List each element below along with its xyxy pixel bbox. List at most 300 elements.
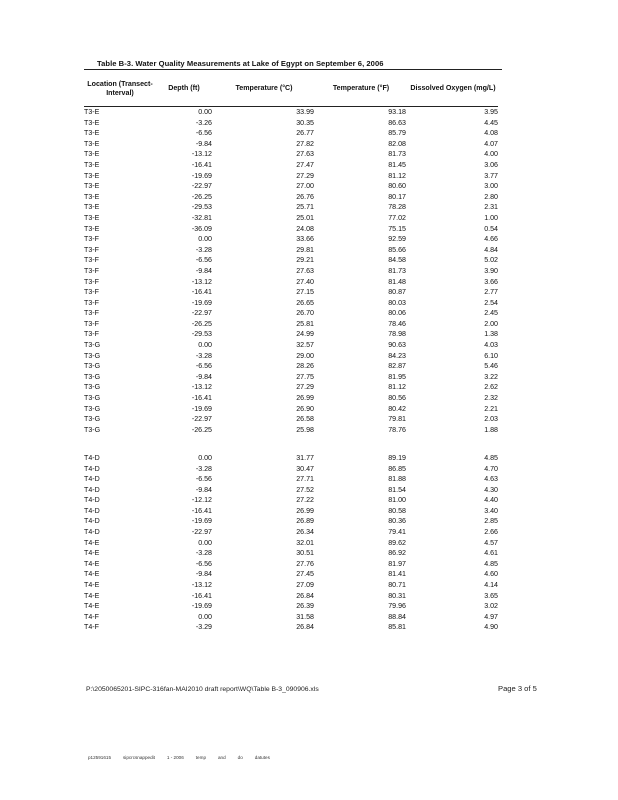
cell-location: T3-G	[84, 362, 101, 371]
table-row	[84, 107, 498, 118]
cell-location: T3-G	[84, 394, 101, 403]
cell-temp-f: 86.85	[388, 464, 406, 473]
table-row	[84, 139, 498, 150]
cell-depth: -16.41	[191, 591, 212, 600]
cell-depth: -3.28	[195, 549, 212, 558]
table-row	[84, 414, 498, 425]
cell-location: T4-D	[84, 528, 100, 537]
table-row	[84, 255, 498, 266]
cell-dissolved-oxygen: 2.77	[484, 288, 498, 297]
cell-temp-c: 26.99	[296, 506, 314, 515]
cell-location: T3-E	[84, 171, 100, 180]
cell-temp-f: 85.79	[388, 129, 406, 138]
cell-temp-f: 84.58	[388, 256, 406, 265]
cell-depth: -36.09	[191, 224, 212, 233]
cell-temp-f: 86.63	[388, 118, 406, 127]
cell-temp-f: 79.96	[388, 602, 406, 611]
cell-temp-f: 85.66	[388, 245, 406, 254]
cell-location: T3-F	[84, 309, 99, 318]
cell-temp-c: 30.35	[296, 118, 314, 127]
cell-depth: -16.41	[191, 506, 212, 515]
cell-location: T3-E	[84, 160, 100, 169]
page-number: Page 3 of 5	[498, 684, 537, 693]
cell-temp-c: 27.22	[296, 496, 314, 505]
table-row	[84, 538, 498, 549]
cell-temp-c: 26.77	[296, 129, 314, 138]
table-row	[84, 559, 498, 570]
cell-depth: -16.41	[191, 160, 212, 169]
cell-dissolved-oxygen: 4.14	[484, 581, 498, 590]
cell-dissolved-oxygen: 2.85	[484, 517, 498, 526]
header-temp-c: Temperature (°C)	[214, 71, 316, 107]
cell-temp-f: 80.42	[388, 404, 406, 413]
cell-depth: -3.28	[195, 351, 212, 360]
cell-dissolved-oxygen: 4.85	[484, 453, 498, 462]
cell-temp-c: 26.84	[296, 591, 314, 600]
cell-location: T4-E	[84, 559, 100, 568]
cell-temp-f: 81.73	[388, 150, 406, 159]
cell-depth: -9.84	[195, 139, 212, 148]
table-row	[84, 393, 498, 404]
cell-dissolved-oxygen: 4.08	[484, 129, 498, 138]
table-row	[84, 234, 498, 245]
cell-temp-c: 27.40	[296, 277, 314, 286]
cell-temp-f: 81.97	[388, 559, 406, 568]
cell-temp-c: 32.01	[296, 538, 314, 547]
cell-depth: -22.97	[191, 309, 212, 318]
table-row	[84, 474, 498, 485]
cell-location: T3-G	[84, 383, 101, 392]
cell-temp-c: 28.26	[296, 362, 314, 371]
cell-location: T3-F	[84, 330, 99, 339]
cell-dissolved-oxygen: 3.40	[484, 506, 498, 515]
cell-temp-f: 81.12	[388, 171, 406, 180]
title-rule	[84, 69, 502, 70]
cell-dissolved-oxygen: 3.02	[484, 602, 498, 611]
cell-temp-c: 27.52	[296, 485, 314, 494]
cell-dissolved-oxygen: 5.46	[484, 362, 498, 371]
cell-location: T3-E	[84, 192, 100, 201]
cell-temp-f: 75.15	[388, 224, 406, 233]
cell-depth: 0.00	[198, 453, 212, 462]
cell-temp-c: 25.81	[296, 319, 314, 328]
header-row	[84, 71, 498, 107]
cell-temp-c: 27.29	[296, 383, 314, 392]
cell-temp-c: 27.00	[296, 182, 314, 191]
group-spacer	[84, 435, 498, 453]
table-row	[84, 181, 498, 192]
cell-dissolved-oxygen: 4.85	[484, 559, 498, 568]
cell-depth: -13.12	[191, 277, 212, 286]
cell-location: T4-E	[84, 581, 100, 590]
cell-location: T3-F	[84, 266, 99, 275]
cell-temp-c: 26.65	[296, 298, 314, 307]
cell-temp-f: 89.19	[388, 453, 406, 462]
cell-temp-f: 86.92	[388, 549, 406, 558]
cell-temp-c: 26.89	[296, 517, 314, 526]
cell-temp-c: 26.39	[296, 602, 314, 611]
table-row	[84, 372, 498, 383]
cell-dissolved-oxygen: 3.22	[484, 372, 498, 381]
cell-dissolved-oxygen: 4.84	[484, 245, 498, 254]
cell-temp-c: 26.90	[296, 404, 314, 413]
table-row	[84, 580, 498, 591]
cell-depth: -3.26	[195, 118, 212, 127]
cell-temp-c: 31.58	[296, 612, 314, 621]
cell-temp-c: 27.75	[296, 372, 314, 381]
cell-temp-c: 27.76	[296, 559, 314, 568]
cell-temp-c: 26.99	[296, 394, 314, 403]
table-row	[84, 351, 498, 362]
cell-temp-f: 78.98	[388, 330, 406, 339]
cell-temp-f: 82.87	[388, 362, 406, 371]
cell-dissolved-oxygen: 3.06	[484, 160, 498, 169]
header-location: Location (Transect-Interval)	[84, 71, 156, 107]
cell-temp-c: 30.47	[296, 464, 314, 473]
table-row	[84, 308, 498, 319]
table-row	[84, 245, 498, 256]
cell-dissolved-oxygen: 3.00	[484, 182, 498, 191]
table-row	[84, 548, 498, 559]
cell-location: T3-E	[84, 203, 100, 212]
cell-dissolved-oxygen: 4.60	[484, 570, 498, 579]
cell-temp-f: 80.56	[388, 394, 406, 403]
cell-temp-c: 27.82	[296, 139, 314, 148]
table-row	[84, 464, 498, 475]
cell-temp-f: 90.63	[388, 341, 406, 350]
cell-temp-f: 81.54	[388, 485, 406, 494]
cell-depth: -19.69	[191, 404, 212, 413]
cell-location: T3-F	[84, 235, 99, 244]
cell-location: T4-F	[84, 612, 99, 621]
cell-temp-c: 29.81	[296, 245, 314, 254]
table-row	[84, 118, 498, 129]
cell-depth: -3.28	[195, 464, 212, 473]
cell-location: T3-G	[84, 341, 101, 350]
cell-depth: -12.12	[191, 496, 212, 505]
cell-depth: -19.69	[191, 298, 212, 307]
cell-depth: -29.53	[191, 203, 212, 212]
cell-temp-f: 80.87	[388, 288, 406, 297]
cell-depth: -16.41	[191, 394, 212, 403]
cell-location: T3-E	[84, 150, 100, 159]
cell-location: T3-E	[84, 182, 100, 191]
print-stamp-item: and	[218, 755, 226, 760]
cell-dissolved-oxygen: 2.45	[484, 309, 498, 318]
cell-temp-f: 81.41	[388, 570, 406, 579]
table-row	[84, 622, 498, 633]
cell-location: T3-F	[84, 256, 99, 265]
cell-depth: -6.56	[195, 362, 212, 371]
header-temp-f: Temperature (°F)	[316, 71, 408, 107]
cell-dissolved-oxygen: 4.70	[484, 464, 498, 473]
table-row	[84, 128, 498, 139]
cell-temp-c: 27.45	[296, 570, 314, 579]
cell-temp-f: 79.41	[388, 528, 406, 537]
cell-depth: -19.69	[191, 517, 212, 526]
table-row	[84, 569, 498, 580]
table-row	[84, 425, 498, 436]
cell-dissolved-oxygen: 4.45	[484, 118, 498, 127]
cell-dissolved-oxygen: 3.66	[484, 277, 498, 286]
header-dissolved-oxygen: Dissolved Oxygen (mg/L)	[408, 71, 498, 107]
cell-dissolved-oxygen: 1.38	[484, 330, 498, 339]
table-row	[84, 382, 498, 393]
cell-depth: -13.12	[191, 150, 212, 159]
cell-dissolved-oxygen: 2.00	[484, 319, 498, 328]
table-row	[84, 287, 498, 298]
cell-depth: -9.84	[195, 485, 212, 494]
header-depth: Depth (ft)	[156, 71, 214, 107]
cell-temp-c: 29.21	[296, 256, 314, 265]
cell-dissolved-oxygen: 5.02	[484, 256, 498, 265]
table-row	[84, 224, 498, 235]
cell-dissolved-oxygen: 2.66	[484, 528, 498, 537]
table-row	[84, 453, 498, 464]
cell-temp-c: 25.98	[296, 425, 314, 434]
cell-location: T4-E	[84, 538, 100, 547]
table-row	[84, 506, 498, 517]
cell-depth: -16.41	[191, 288, 212, 297]
cell-temp-f: 81.45	[388, 160, 406, 169]
cell-temp-c: 24.08	[296, 224, 314, 233]
cell-temp-c: 27.63	[296, 266, 314, 275]
cell-depth: -6.56	[195, 475, 212, 484]
cell-location: T4-D	[84, 506, 100, 515]
cell-dissolved-oxygen: 4.30	[484, 485, 498, 494]
table-row	[84, 266, 498, 277]
cell-temp-f: 81.88	[388, 475, 406, 484]
cell-location: T3-E	[84, 129, 100, 138]
table-row	[84, 149, 498, 160]
cell-dissolved-oxygen: 4.07	[484, 139, 498, 148]
print-stamp-item: datutes	[254, 755, 270, 760]
cell-temp-f: 80.71	[388, 581, 406, 590]
cell-dissolved-oxygen: 1.00	[484, 213, 498, 222]
table-title: Table B-3. Water Quality Measurements at Lake of Egypt on September 6, 2006	[97, 59, 384, 68]
cell-location: T4-E	[84, 549, 100, 558]
cell-dissolved-oxygen: 3.77	[484, 171, 498, 180]
cell-temp-c: 26.58	[296, 415, 314, 424]
cell-location: T3-F	[84, 277, 99, 286]
cell-location: T4-D	[84, 453, 100, 462]
cell-temp-c: 33.99	[296, 108, 314, 116]
cell-temp-c: 27.29	[296, 171, 314, 180]
cell-temp-c: 26.70	[296, 309, 314, 318]
cell-depth: 0.00	[198, 612, 212, 621]
table-row	[84, 213, 498, 224]
cell-dissolved-oxygen: 4.63	[484, 475, 498, 484]
cell-location: T3-F	[84, 245, 99, 254]
cell-dissolved-oxygen: 4.57	[484, 538, 498, 547]
cell-temp-f: 82.08	[388, 139, 406, 148]
cell-depth: -26.25	[191, 192, 212, 201]
table-row	[84, 495, 498, 506]
cell-temp-c: 27.47	[296, 160, 314, 169]
table-row	[84, 591, 498, 602]
cell-dissolved-oxygen: 3.65	[484, 591, 498, 600]
table-row	[84, 160, 498, 171]
cell-location: T3-F	[84, 298, 99, 307]
cell-location: T4-E	[84, 602, 100, 611]
cell-dissolved-oxygen: 3.90	[484, 266, 498, 275]
cell-location: T3-F	[84, 319, 99, 328]
cell-dissolved-oxygen: 2.03	[484, 415, 498, 424]
table-row	[84, 329, 498, 340]
cell-temp-c: 31.77	[296, 453, 314, 462]
cell-depth: 0.00	[198, 538, 212, 547]
cell-location: T3-E	[84, 139, 100, 148]
cell-depth: 0.00	[198, 341, 212, 350]
cell-temp-c: 26.76	[296, 192, 314, 201]
cell-location: T4-E	[84, 570, 100, 579]
cell-temp-f: 77.02	[388, 213, 406, 222]
print-stamp	[88, 755, 282, 760]
table-row	[84, 516, 498, 527]
cell-temp-c: 25.71	[296, 203, 314, 212]
cell-dissolved-oxygen: 4.00	[484, 150, 498, 159]
cell-depth: -19.69	[191, 602, 212, 611]
cell-depth: -32.81	[191, 213, 212, 222]
cell-dissolved-oxygen: 4.40	[484, 496, 498, 505]
cell-depth: -9.84	[195, 570, 212, 579]
cell-depth: -6.56	[195, 256, 212, 265]
cell-location: T3-G	[84, 415, 101, 424]
table-row	[84, 612, 498, 623]
cell-location: T3-G	[84, 351, 101, 360]
cell-temp-c: 29.00	[296, 351, 314, 360]
water-quality-table	[84, 71, 498, 633]
cell-temp-f: 93.18	[388, 108, 406, 116]
cell-location: T3-F	[84, 288, 99, 297]
cell-location: T3-G	[84, 372, 101, 381]
cell-temp-c: 32.57	[296, 341, 314, 350]
cell-depth: -3.29	[195, 623, 212, 632]
cell-location: T3-G	[84, 425, 101, 434]
cell-temp-c: 27.09	[296, 581, 314, 590]
cell-depth: -26.25	[191, 425, 212, 434]
cell-temp-c: 30.51	[296, 549, 314, 558]
cell-temp-c: 26.34	[296, 528, 314, 537]
cell-location: T4-D	[84, 485, 100, 494]
table-row	[84, 319, 498, 330]
cell-dissolved-oxygen: 4.66	[484, 235, 498, 244]
table-row	[84, 361, 498, 372]
cell-depth: -22.97	[191, 415, 212, 424]
print-stamp-item: p12591615	[88, 755, 111, 760]
cell-depth: -6.56	[195, 559, 212, 568]
cell-depth: -6.56	[195, 129, 212, 138]
cell-temp-f: 80.03	[388, 298, 406, 307]
cell-depth: -13.12	[191, 581, 212, 590]
cell-location: T4-E	[84, 591, 100, 600]
table-row	[84, 277, 498, 288]
table-row	[84, 202, 498, 213]
cell-location: T3-E	[84, 224, 100, 233]
cell-location: T4-F	[84, 623, 99, 632]
cell-dissolved-oxygen: 4.97	[484, 612, 498, 621]
table-row	[84, 527, 498, 538]
cell-depth: -9.84	[195, 372, 212, 381]
cell-depth: -13.12	[191, 383, 212, 392]
cell-temp-c: 33.66	[296, 235, 314, 244]
cell-temp-f: 92.59	[388, 235, 406, 244]
print-stamp-item: 1 - 2006	[166, 755, 184, 760]
cell-dissolved-oxygen: 1.88	[484, 425, 498, 434]
cell-temp-f: 81.95	[388, 372, 406, 381]
cell-dissolved-oxygen: 4.90	[484, 623, 498, 632]
cell-depth: -29.53	[191, 330, 212, 339]
cell-dissolved-oxygen: 6.10	[484, 351, 498, 360]
table-row	[84, 404, 498, 415]
cell-dissolved-oxygen: 2.54	[484, 298, 498, 307]
cell-temp-f: 80.06	[388, 309, 406, 318]
cell-temp-c: 25.01	[296, 213, 314, 222]
cell-temp-f: 85.81	[388, 623, 406, 632]
cell-temp-c: 26.84	[296, 623, 314, 632]
cell-temp-f: 80.60	[388, 182, 406, 191]
cell-temp-f: 81.00	[388, 496, 406, 505]
cell-temp-c: 27.71	[296, 475, 314, 484]
file-path: P:\2050065201-SIPC-316fan-MAI2010 draft report\WQ\Table B-3_090906.xls	[86, 686, 319, 693]
table-row	[84, 192, 498, 203]
cell-location: T4-D	[84, 475, 100, 484]
cell-temp-f: 81.73	[388, 266, 406, 275]
print-stamp-item: temp	[195, 755, 206, 760]
cell-temp-f: 78.46	[388, 319, 406, 328]
cell-temp-f: 78.76	[388, 425, 406, 434]
cell-temp-c: 27.63	[296, 150, 314, 159]
cell-location: T3-E	[84, 108, 100, 116]
cell-temp-f: 80.31	[388, 591, 406, 600]
print-stamp-item: do	[237, 755, 243, 760]
cell-temp-f: 80.36	[388, 517, 406, 526]
cell-dissolved-oxygen: 2.21	[484, 404, 498, 413]
cell-dissolved-oxygen: 2.62	[484, 383, 498, 392]
cell-temp-f: 89.62	[388, 538, 406, 547]
cell-temp-f: 81.12	[388, 383, 406, 392]
cell-depth: -3.28	[195, 245, 212, 254]
table-row	[84, 340, 498, 351]
cell-depth: -22.97	[191, 182, 212, 191]
cell-temp-f: 88.84	[388, 612, 406, 621]
table-row	[84, 485, 498, 496]
cell-dissolved-oxygen: 4.61	[484, 549, 498, 558]
table-row	[84, 298, 498, 309]
cell-dissolved-oxygen: 2.32	[484, 394, 498, 403]
cell-temp-f: 84.23	[388, 351, 406, 360]
table-body	[84, 107, 498, 634]
cell-dissolved-oxygen: 2.31	[484, 203, 498, 212]
cell-location: T4-D	[84, 464, 100, 473]
cell-location: T3-G	[84, 404, 101, 413]
cell-location: T4-D	[84, 496, 100, 505]
print-stamp-item: sipcrcsnappedit	[123, 755, 155, 760]
table-row	[84, 601, 498, 612]
cell-depth: -22.97	[191, 528, 212, 537]
cell-temp-f: 80.17	[388, 192, 406, 201]
cell-dissolved-oxygen: 2.80	[484, 192, 498, 201]
cell-temp-c: 27.15	[296, 288, 314, 297]
cell-depth: -9.84	[195, 266, 212, 275]
cell-dissolved-oxygen: 3.95	[484, 108, 498, 116]
cell-temp-f: 81.48	[388, 277, 406, 286]
cell-temp-f: 79.81	[388, 415, 406, 424]
cell-location: T4-D	[84, 517, 100, 526]
cell-depth: 0.00	[198, 108, 212, 116]
cell-temp-f: 78.28	[388, 203, 406, 212]
cell-dissolved-oxygen: 0.54	[484, 224, 498, 233]
